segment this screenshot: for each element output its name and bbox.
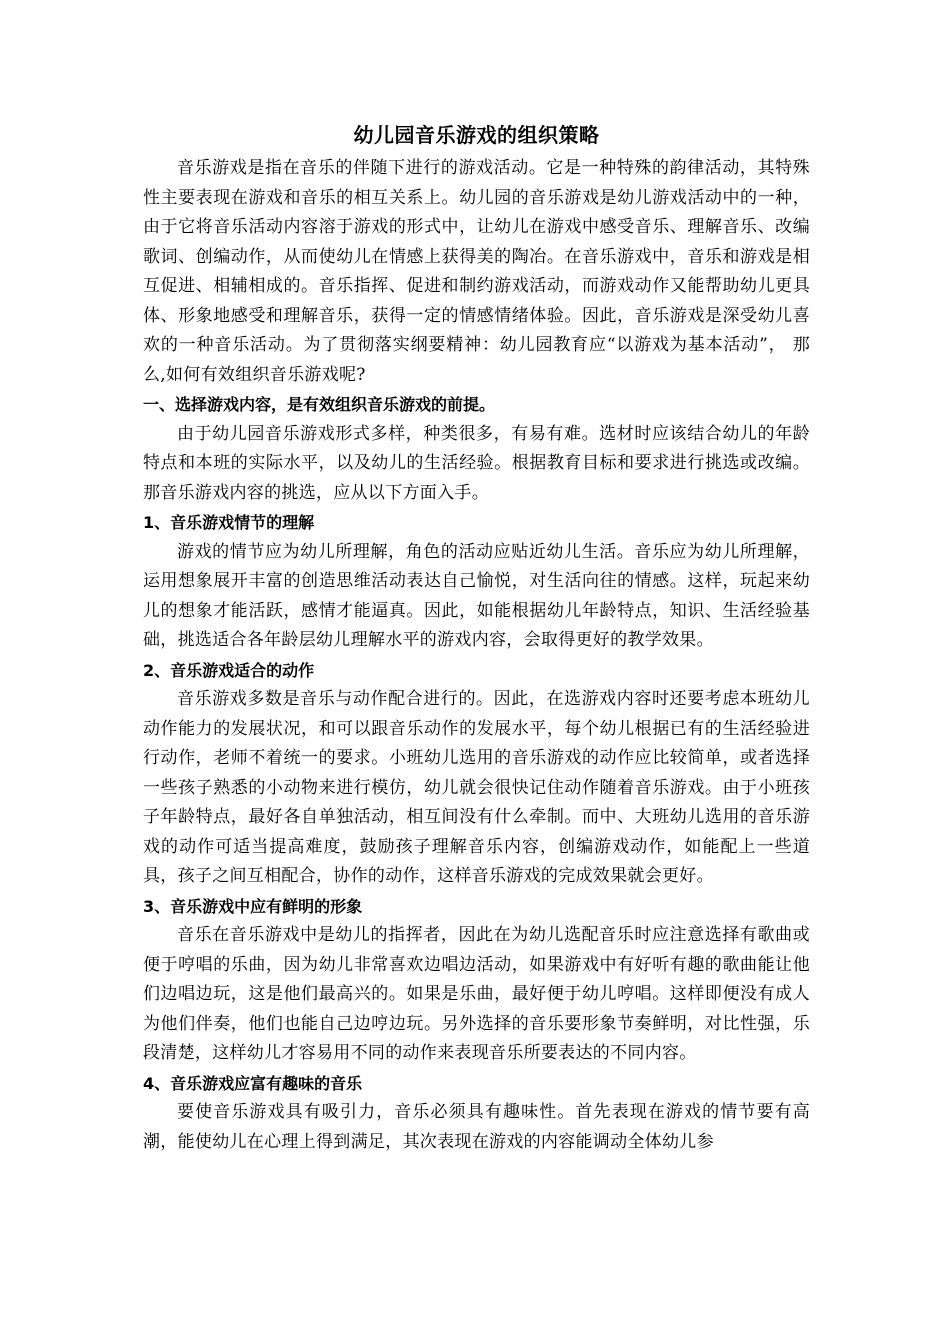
subsection-3-heading: 3、音乐游戏中应有鲜明的形象 xyxy=(143,896,363,916)
subsection-3-paragraph: 音乐在音乐游戏中是幼儿的指挥者，因此在为幼儿选配音乐时应注意选择有歌曲或便于哼唱的乐曲，因为幼儿非常喜欢边唱边活动，如果游戏中有好听有趣的歌曲能让他们边唱边玩，这是他们最高兴的。如果是乐曲，最好便于幼儿哼唱。这样即便没有成人为他们伴奏，他们也能自己边哼边玩。另外选择的音乐要形象节奏鲜明，对比性强，乐段清楚，这样幼儿才容易用不同的动作来表现音乐所要表达的不同内容。 xyxy=(143,925,810,1063)
subsection-4-paragraph: 要使音乐游戏具有吸引力，音乐必须具有趣味性。首先表现在游戏的情节要有高潮，能使幼儿在心理上得到满足，其次表现在游戏的内容能调动全体幼儿参 xyxy=(143,1102,810,1152)
document-page xyxy=(143,120,810,1157)
subsection-2-paragraph: 音乐游戏多数是音乐与动作配合进行的。因此，在选游戏内容时还要考虑本班幼儿动作能力的发展状况，和可以跟音乐动作的发展水平，每个幼儿根据已有的生活经验进行动作，老师不着统一的要求。小班幼儿选用的音乐游戏的动作应比较简单，或者选择一些孩子熟悉的小动物来进行模仿，幼儿就会很快记住动作随着音乐游戏。由于小班孩子年龄特点，最好各自单独活动，相互间没有什么牵制。而中、大班幼儿选用的音乐游戏的动作可适当提高难度，鼓励孩子理解音乐内容，创编游戏动作，如能配上一些道具，孩子之间互相配合，协作的动作，这样音乐游戏的完成效果就会更好。 xyxy=(143,689,810,886)
subsection-2-heading: 2、音乐游戏适合的动作 xyxy=(143,660,315,680)
subsection-1-paragraph: 游戏的情节应为幼儿所理解，角色的活动应贴近幼儿生活。音乐应为幼儿所理解，运用想象展开丰富的创造思维活动表达自己愉悦，对生活向往的情感。这样，玩起来幼儿的想象才能活跃，感情才能逼真。因此，如能根据幼儿年龄特点，知识、生活经验基础，挑选适合各年龄层幼儿理解水平的游戏内容，会取得更好的教学效果。 xyxy=(143,541,810,650)
section-1-paragraph: 由于幼儿园音乐游戏形式多样，种类很多，有易有难。选材时应该结合幼儿的年龄特点和本班的实际水平，以及幼儿的生活经验。根据教育目标和要求进行挑选或改编。那音乐游戏内容的挑选，应从以下方面入手。 xyxy=(143,423,810,503)
section-1-heading: 一、选择游戏内容，是有效组织音乐游戏的前提。 xyxy=(143,395,496,414)
intro-paragraph: 音乐游戏是指在音乐的伴随下进行的游戏活动。它是一种特殊的韵律活动，其特殊性主要表现在游戏和音乐的相互关系上。幼儿园的音乐游戏是幼儿游戏活动中的一种，由于它将音乐活动内容溶于游戏的形式中，让幼儿在游戏中感受音乐、理解音乐、改编歌词、创编动作，从而使幼儿在情感上获得美的陶冶。在音乐游戏中，音乐和游戏是相互促进、相辅相成的。音乐指挥、促进和制约游戏活动，而游戏动作又能帮助幼儿更具体、形象地感受和理解音乐，获得一定的情感情绪体验。因此，音乐游戏是深受幼儿喜欢的一种音乐活动。为了贯彻落实纲要精神：幼儿园教育应“以游戏为基本活动”， 那么,如何有效组织音乐游戏呢? xyxy=(143,158,810,385)
subsection-4-heading: 4、音乐游戏应富有趣味的音乐 xyxy=(143,1073,363,1093)
subsection-1-heading: 1、音乐游戏情节的理解 xyxy=(143,513,315,532)
document-title: 幼儿园音乐游戏的组织策略 xyxy=(353,123,600,147)
